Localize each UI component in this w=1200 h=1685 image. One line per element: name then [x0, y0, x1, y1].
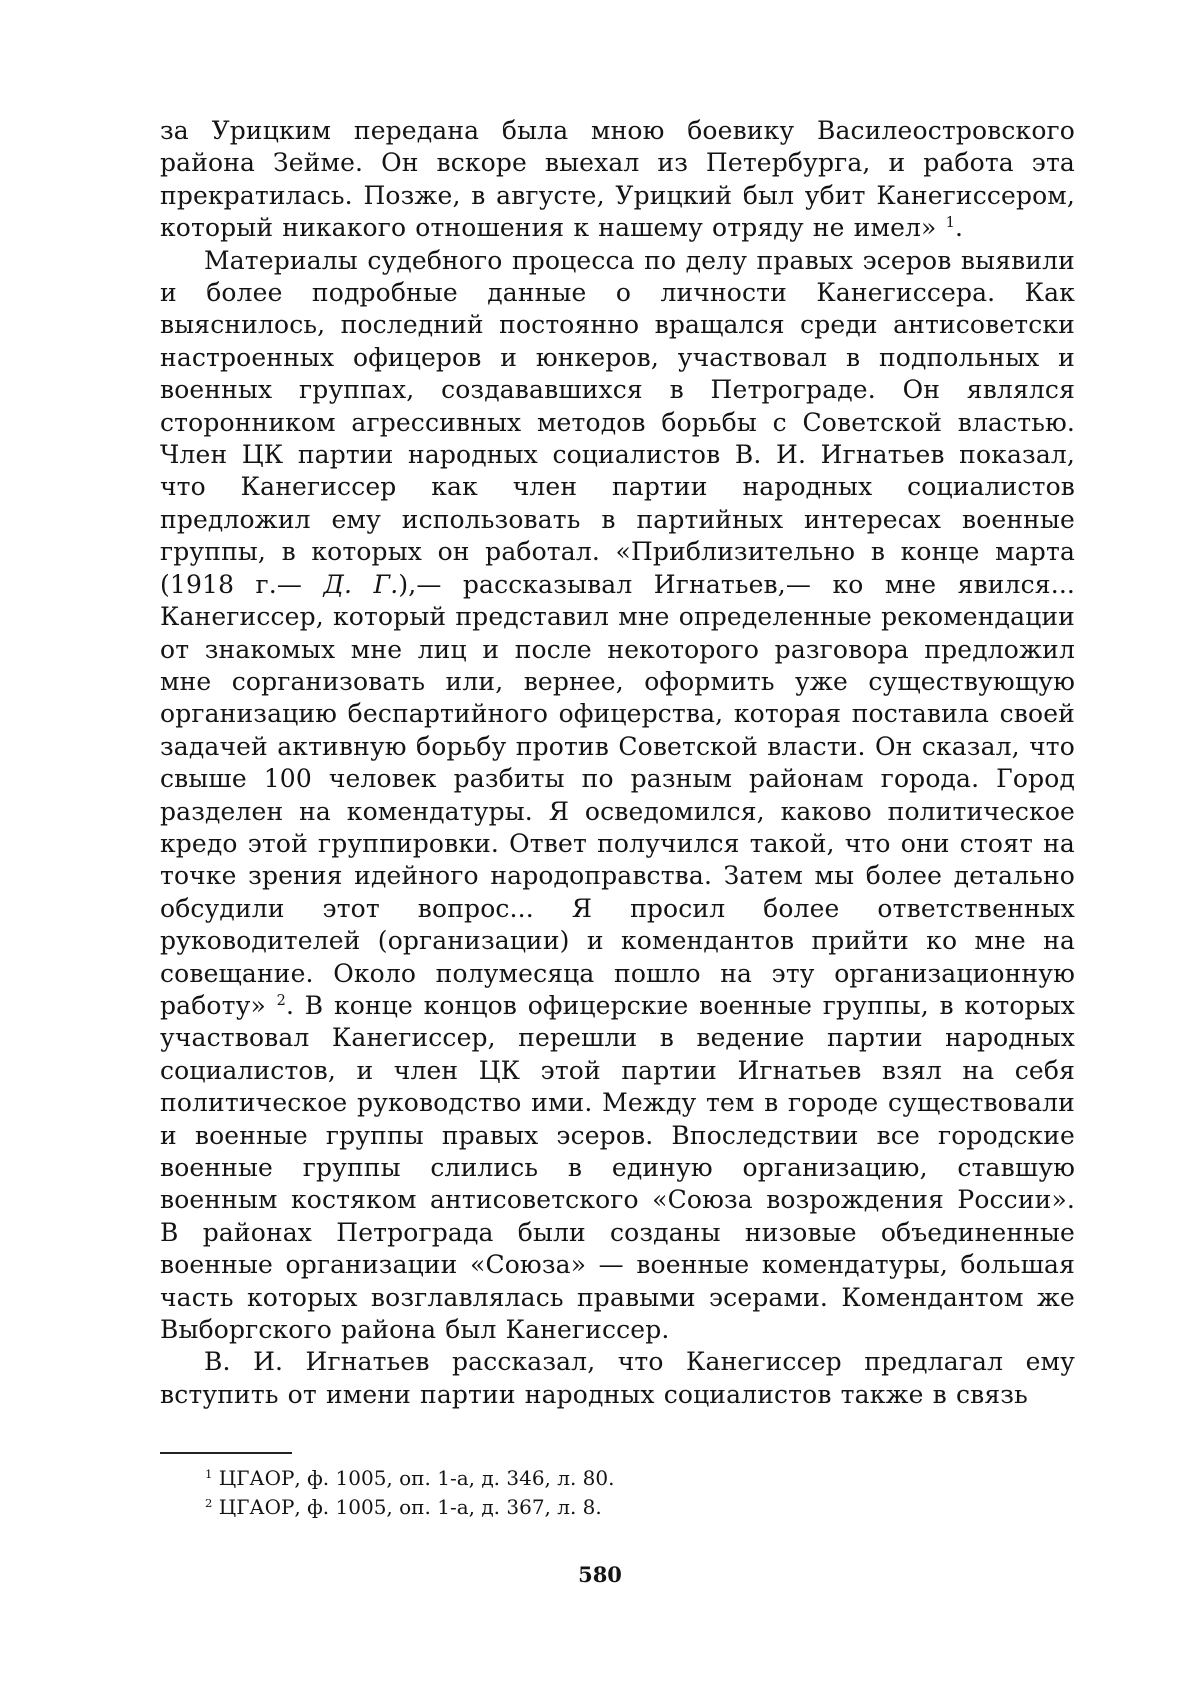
paragraph-2-initials: Д. Г. [323, 569, 399, 599]
footnote-divider [160, 1452, 292, 1454]
footnote-mark-2: 2 [205, 1495, 213, 1510]
paragraph-1-text: за Урицким передана была мною боевику Василеостровского района Зейме. Он вскоре выехал из Петербурга, и работа эта прекратилась. Позже, в августе, Урицкий был убит Канегиссером, который никакого отношения к нашему отряду не имел» [160, 116, 1075, 243]
paragraph-1: за Урицким передана была мною боевику Василеостровского района Зейме. Он вскоре выехал из Петербурга, и работа эта прекратилась. Позже, в августе, Урицкий был убит Канегиссером, который никакого отношения к нашему отряду не имел» $^1$. [160, 116, 1075, 243]
paragraph-2-text-cont: ),— рассказывал Игнатьев,— ко мне явился... Канегиссер, который представил мне определенные рекомендации от знакомых мне лиц и после некоторого разговора предложил мне сорганизовать или, вернее, оформить уже существующую организацию беспартийного офицерства, которая поставила своей задачей активную борьбу против Советской власти. Он сказал, что свыше 100 человек разбиты по разным районам города. Город разделен на комендатуры. Я осведомился, каково политическое кредо этой группировки. Ответ получился такой, что они стоят на точке зрения идейного народоправства. Затем мы более детально обсудили этот вопрос... Я просил более ответственных руководителей (организации) и комендантов прийти ко мне на совещание. Около полумесяца пошло на эту организационную работу» [160, 569, 1076, 1020]
footnote-ref-1: 1 [945, 215, 955, 232]
footnote-mark-1: 1 [205, 1466, 213, 1481]
footnote-ref-2: 2 [276, 992, 286, 1009]
footnote-1 [205, 1464, 1005, 1493]
footnote-2 [205, 1493, 1005, 1522]
page-number: 580 [578, 1562, 622, 1587]
paragraph-2-text: Материалы судебного процесса по делу правых эсеров выявили и более подробные данные о личности Канегиссера. Как выяснилось, последний постоянно вращался среди антисоветски настроенных офицеров и юнкеров, участвовал в подпольных и военных группах, создававшихся в Петрограде. Он являлся сторонником агрессивных методов борьбы с Советской властью. Член ЦК партии народных социалистов В. И. Игнатьев показал, что Канегиссер как член партии народных социалистов предложил ему использовать в партийных интересах военные группы, в которых он работал. «Приблизительно в конце марта (1918 г.— [160, 245, 1075, 599]
footnote-2-text: ЦГАОР, ф. 1005, оп. 1-а, д. 367, л. 8. [218, 1495, 602, 1519]
paragraph-3-text: В. И. Игнатьев рассказал, что Канегиссер предлагал ему вступить от имени партии народных социалистов также в связь [160, 1347, 1075, 1409]
paragraph-3 [160, 1346, 1075, 1411]
main-text [160, 115, 1075, 1411]
paragraph-2-text-after: . В конце концов офицерские военные группы, в которых участвовал Канегиссер, перешли в ведение партии народных социалистов, и член ЦК этой партии Игнатьев взял на себя политическое руководство ими. Между тем в городе существовали и военные группы правых эсеров. Впоследствии все городские военные группы слились в единую организацию, ставшую военным костяком антисоветского «Союза возрождения России». В районах Петрограда были созданы низовые объединенные военные организации «Союза» — военные комендатуры, большая часть которых возглавлялась правыми эсерами. Комендантом же Выборгского района был Канегиссер. [160, 990, 1075, 1345]
footnotes [205, 1464, 1005, 1522]
footnote-1-text: ЦГАОР, ф. 1005, оп. 1-а, д. 346, л. 80. [218, 1466, 615, 1490]
paragraph-2 [160, 245, 1075, 1347]
